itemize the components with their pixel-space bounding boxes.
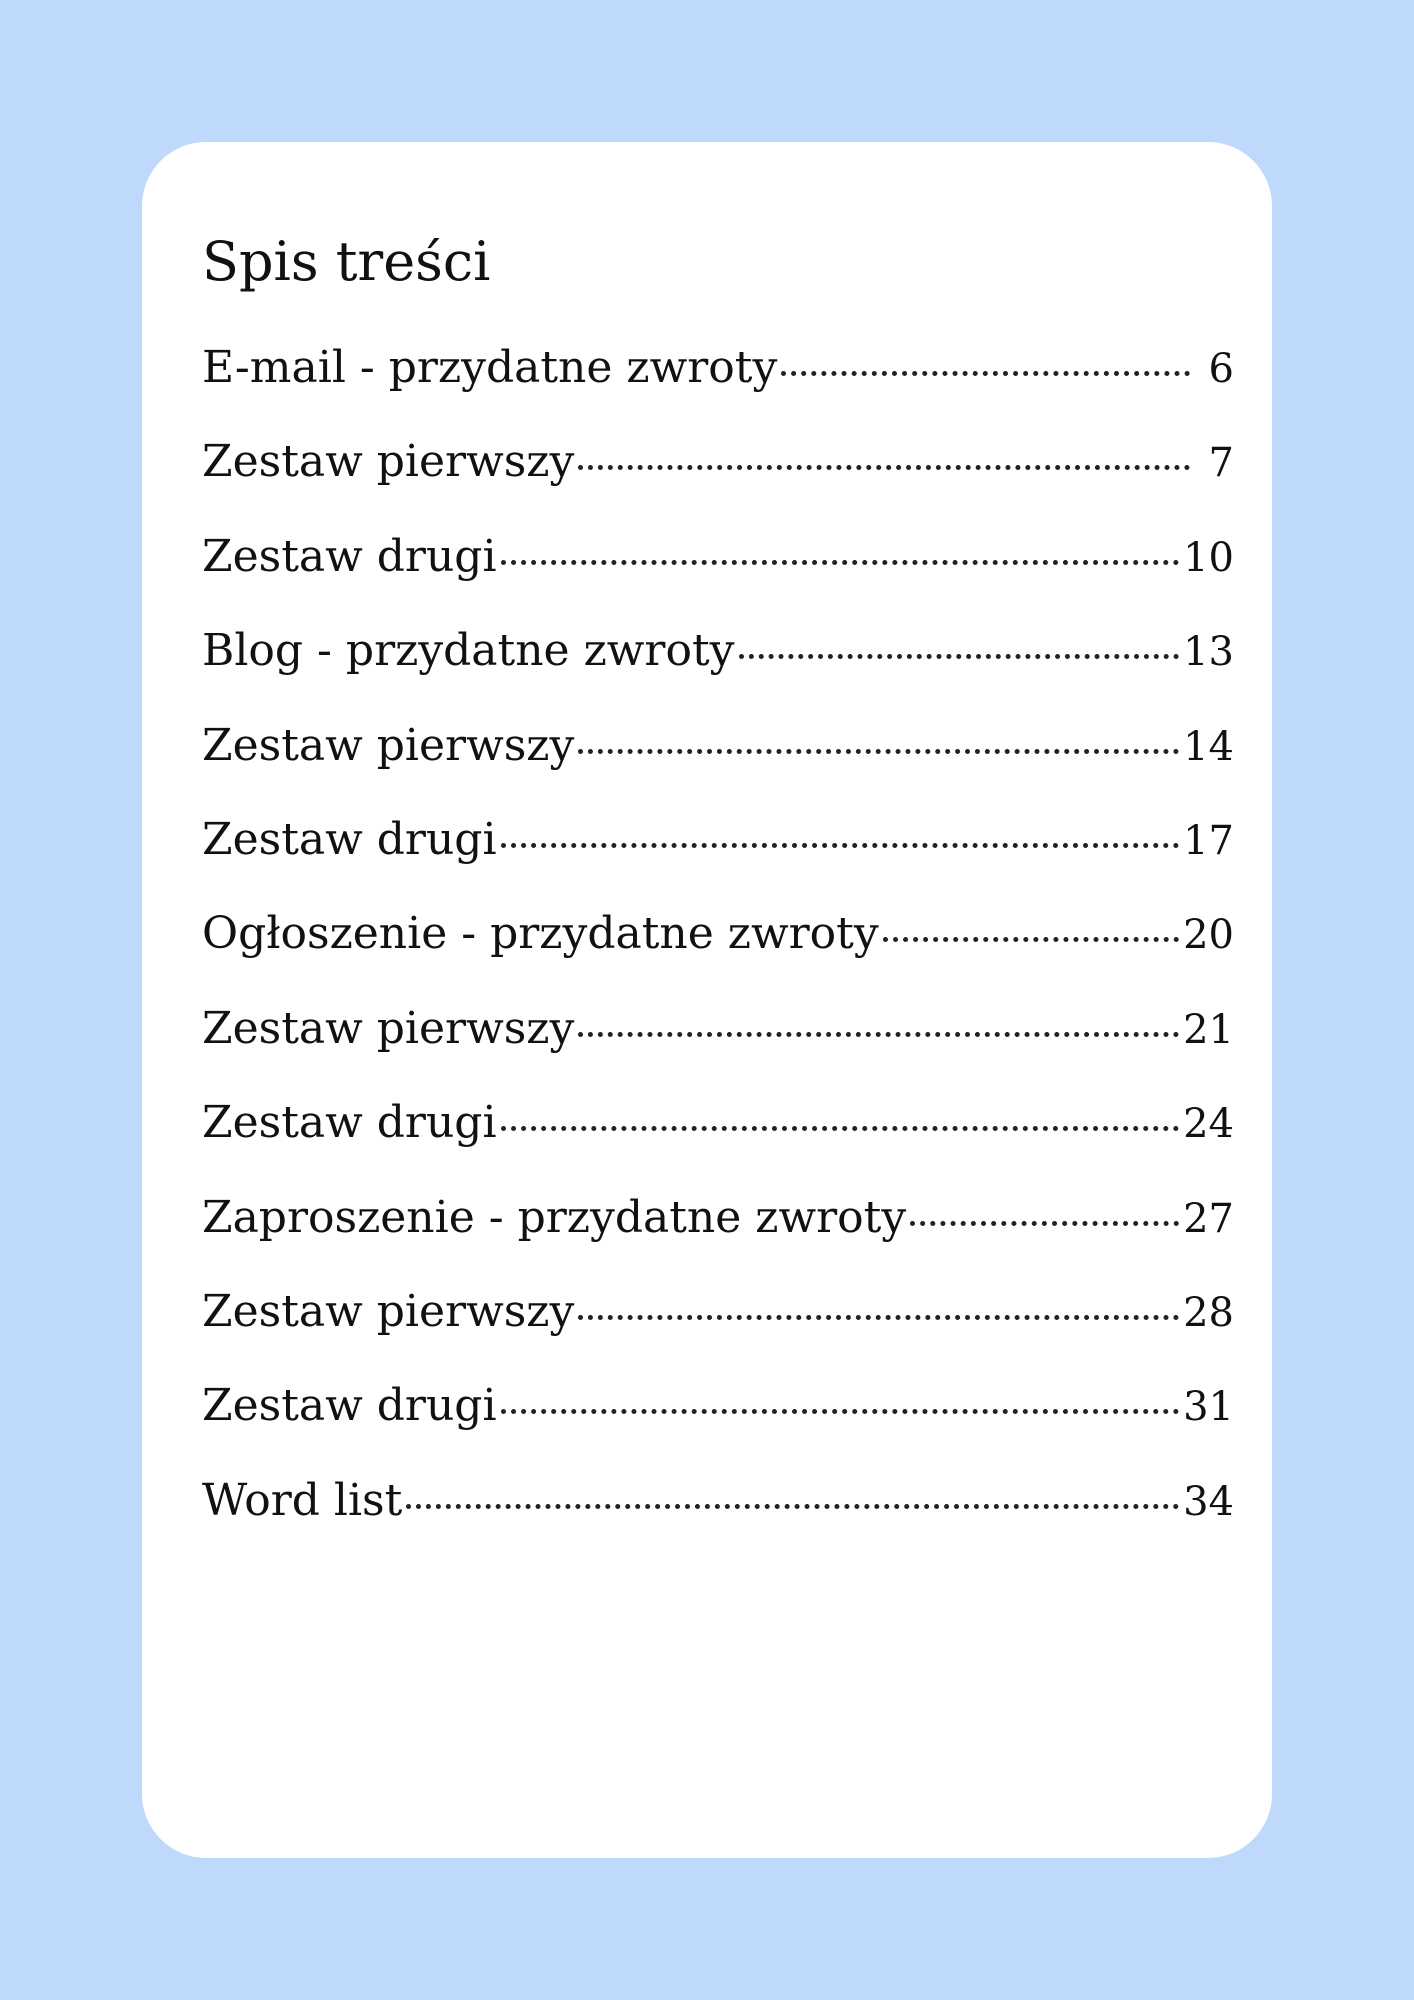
toc-entry-page-number: 13 bbox=[1183, 629, 1234, 676]
toc-entry-label: Zestaw pierwszy bbox=[202, 1285, 575, 1337]
toc-entry-label: Zestaw drugi bbox=[202, 813, 497, 865]
dot-leader bbox=[501, 1126, 1180, 1131]
toc-entry-page-number: 6 bbox=[1208, 346, 1234, 392]
toc-entry-label: Blog - przydatne zwroty bbox=[202, 625, 735, 677]
dot-leader bbox=[578, 749, 1179, 754]
toc-entry-page-number: 7 bbox=[1208, 440, 1234, 487]
dot-leader bbox=[578, 1032, 1179, 1037]
page-title: Spis treści bbox=[202, 230, 491, 293]
toc-entry-announcement-set-two[interactable] bbox=[202, 1083, 1234, 1177]
toc-entry-label: Zaproszenie - przydatne zwroty bbox=[202, 1191, 907, 1243]
toc-entry-blog-phrases[interactable] bbox=[202, 611, 1234, 705]
dot-leader bbox=[739, 654, 1180, 659]
toc-entry-label: Zestaw drugi bbox=[202, 1380, 497, 1432]
toc-entry-word-list[interactable] bbox=[202, 1461, 1234, 1555]
toc-entry-invitation-phrases[interactable] bbox=[202, 1178, 1234, 1272]
toc-entry-email-set-two[interactable] bbox=[202, 517, 1234, 611]
toc-entry-label: E-mail - przydatne zwroty bbox=[202, 342, 778, 393]
toc-entry-page-number: 34 bbox=[1183, 1478, 1234, 1525]
dot-leader bbox=[501, 1409, 1180, 1414]
dot-leader bbox=[781, 371, 1190, 376]
toc-entry-blog-set-one[interactable] bbox=[202, 706, 1234, 800]
toc-entry-page-number: 31 bbox=[1183, 1384, 1234, 1431]
toc-entry-label: Zestaw pierwszy bbox=[202, 436, 575, 488]
toc-entry-label: Ogłoszenie - przydatne zwroty bbox=[202, 908, 879, 960]
dot-leader bbox=[578, 465, 1190, 470]
toc-entry-page-number: 27 bbox=[1183, 1195, 1234, 1242]
toc-entry-page-number: 10 bbox=[1183, 534, 1234, 581]
toc-entry-invitation-set-one[interactable] bbox=[202, 1272, 1234, 1366]
toc-entry-label: Zestaw pierwszy bbox=[202, 1002, 575, 1054]
table-of-contents bbox=[202, 328, 1234, 1555]
dot-leader bbox=[883, 937, 1179, 942]
toc-entry-page-number: 28 bbox=[1183, 1289, 1234, 1336]
toc-entry-page-number: 17 bbox=[1183, 817, 1234, 864]
toc-entry-page-number: 20 bbox=[1183, 912, 1234, 959]
dot-leader bbox=[910, 1221, 1179, 1226]
dot-leader bbox=[578, 1315, 1179, 1320]
toc-entry-label: Word list bbox=[202, 1474, 403, 1526]
toc-entry-label: Zestaw drugi bbox=[202, 530, 497, 582]
toc-entry-invitation-set-two[interactable] bbox=[202, 1366, 1234, 1460]
toc-entry-announcement-set-one[interactable] bbox=[202, 989, 1234, 1083]
toc-entry-page-number: 21 bbox=[1183, 1006, 1234, 1053]
dot-leader bbox=[501, 560, 1180, 565]
dot-leader bbox=[406, 1504, 1179, 1509]
toc-entry-email-phrases[interactable] bbox=[202, 328, 1234, 422]
toc-entry-label: Zestaw pierwszy bbox=[202, 719, 575, 771]
dot-leader bbox=[501, 843, 1180, 848]
toc-entry-email-set-one[interactable] bbox=[202, 422, 1234, 516]
toc-entry-announcement-phrases[interactable] bbox=[202, 894, 1234, 988]
toc-entry-page-number: 14 bbox=[1183, 723, 1234, 770]
toc-entry-blog-set-two[interactable] bbox=[202, 800, 1234, 894]
toc-entry-page-number: 24 bbox=[1183, 1101, 1234, 1148]
toc-entry-label: Zestaw drugi bbox=[202, 1097, 497, 1149]
